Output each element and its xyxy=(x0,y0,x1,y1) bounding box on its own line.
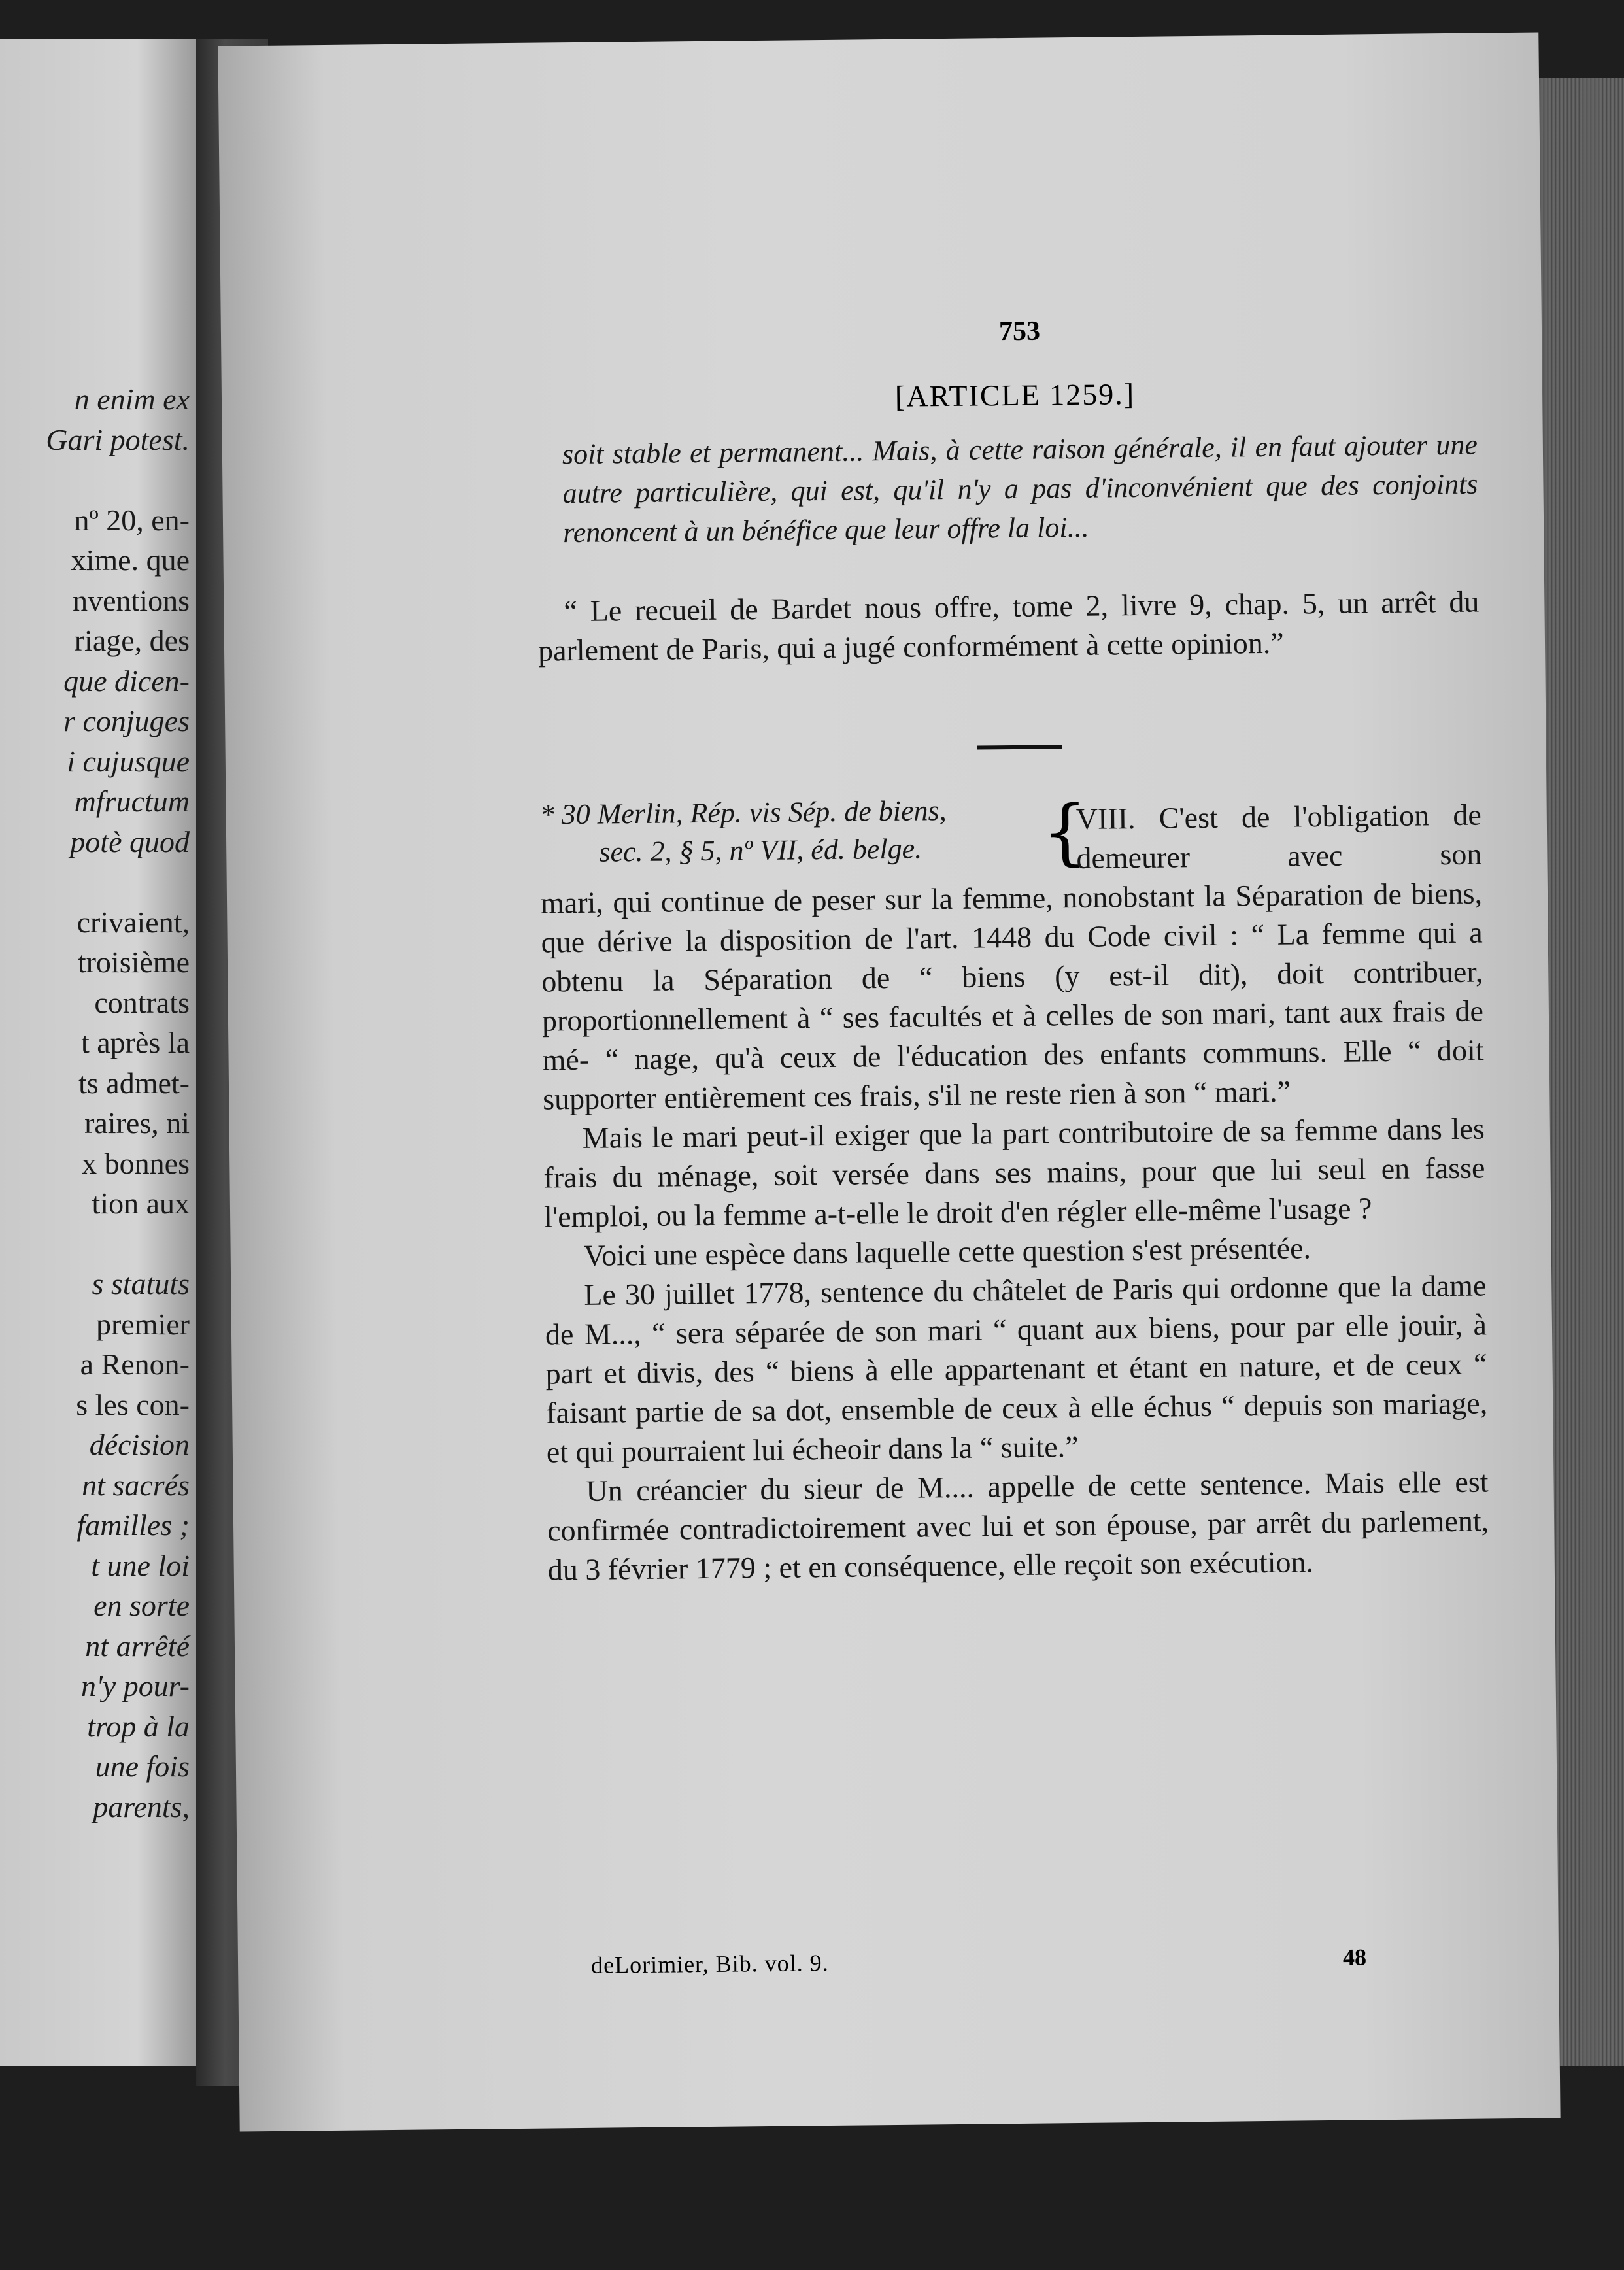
left-page-line: s statuts xyxy=(92,1267,190,1300)
left-page-line: en sorte xyxy=(93,1589,190,1622)
quote-end-paragraph xyxy=(537,583,1480,671)
left-page-line: mfructum xyxy=(74,785,190,818)
body-paragraph: Un créancier du sieur de M.... appelle de cette sentence. Mais elle est confirmée contradictoirement avec lui et son épouse, par arrêt du parlement, du 3 février 1779 ; et en conséquence, elle reçoit son exécution. xyxy=(547,1465,1489,1587)
section-viii-start: VIII. C'est de l'obligation de demeurer avec son xyxy=(1075,798,1482,875)
left-page-line: n enim ex xyxy=(74,382,190,416)
left-page-line: que dicen- xyxy=(63,664,190,698)
quote-text: soit stable et permanent... Mais, à cette raison générale, il en faut ajouter une autre particulière, qui est, qu'il n'y a pas d'inconvénient que des conjoints renoncent à un bénéfice que leur offre la loi... xyxy=(562,428,1478,549)
section-rule xyxy=(977,745,1062,749)
left-page-line: crivaient, xyxy=(76,905,190,939)
left-page-line: décision xyxy=(89,1428,190,1461)
left-page-line xyxy=(0,460,190,500)
right-page xyxy=(218,33,1560,2132)
quote-block xyxy=(562,426,1479,553)
left-page-line: troisième xyxy=(77,945,190,979)
footer-source: deLorimier, Bib. vol. 9. xyxy=(590,1950,829,1978)
footer-signature: 48 xyxy=(1342,1944,1367,1971)
left-page-line: n'y pour- xyxy=(80,1669,190,1702)
left-page-line: trop à la xyxy=(87,1709,190,1743)
left-page-line: t une loi xyxy=(91,1548,190,1582)
left-page-line: tion aux xyxy=(92,1187,190,1220)
article-heading: [ARTICLE 1259.] xyxy=(894,377,1136,413)
left-page-line: raires, ni xyxy=(84,1106,190,1140)
left-page-line: nº 20, en- xyxy=(74,503,190,537)
left-page-line: nventions xyxy=(73,583,190,617)
marginal-reference xyxy=(539,790,1089,872)
left-page-line: contrats xyxy=(94,985,190,1019)
left-page-line xyxy=(0,1224,190,1264)
left-page-line: a Renon- xyxy=(80,1347,190,1381)
left-page-line: potè quod xyxy=(70,824,190,858)
quote-end-text: “ Le recueil de Bardet nous offre, tome 2, livre 9, chap. 5, un arrêt du parlement de Paris, qui a jugé conformément à cette opinion.” xyxy=(537,584,1480,668)
marginal-ref-line2: sec. 2, § 5, nº VII, éd. belge. xyxy=(599,832,922,868)
left-page-line: nt arrêté xyxy=(85,1629,190,1663)
left-page-line: s les con- xyxy=(76,1387,190,1421)
body-paragraph: Voici une espèce dans laquelle cette question s'est présentée. xyxy=(583,1231,1311,1272)
main-text xyxy=(541,873,1489,1589)
left-page-line: nt sacrés xyxy=(82,1468,190,1502)
left-page-line: i cujusque xyxy=(67,744,190,778)
left-page-line: Gari potest. xyxy=(46,422,190,456)
left-page-line: xime. que xyxy=(71,543,190,577)
brace-icon: { xyxy=(1041,789,1089,874)
left-page-line: parents, xyxy=(93,1789,190,1823)
body-paragraph: Le 30 juillet 1778, sentence du châtelet de Paris qui ordonne que la dame de M..., “ sera séparée de son mari “ quant aux biens, pour par elle jouir, à part et divis, des “ biens à elle appartenant et étant en nature, et de ceux “ faisant partie de sa dot, ensemble de ceux à elle échus “ depuis son mariage, et qui pourraient lui écheoir dans la “ suite.” xyxy=(545,1268,1488,1469)
body-paragraph: mari, qui continue de peser sur la femme, nonobstant la Séparation de biens, que dérive la disposition de l'art. 1448 du Code civil : “ La femme qui a obtenu la Séparation de “ biens (y est-il dit), doit contribuer, proportionnellement à “ ses facultés et à celles de son mari, tant aux frais de mé- “ nage, qu'à ceux de l'éducation des enfants communs. Elle “ doit supporter entièrement ces frais, s'il ne reste rien à son “ mari.” xyxy=(540,876,1484,1116)
left-page-line: familles ; xyxy=(76,1508,190,1542)
body-paragraph: Mais le mari peut-il exiger que la part contributoire de sa femme dans les frais du ménage, soit versée dans ses mains, pour que lui seul en fasse l'emploi, ou la femme a-t-elle le droit d'en régler elle-même l'usage ? xyxy=(543,1111,1485,1234)
left-page-line: une fois xyxy=(95,1750,190,1783)
left-page xyxy=(0,39,196,2066)
page-number: 753 xyxy=(998,316,1041,347)
left-page-line: ts admet- xyxy=(78,1066,190,1100)
left-page-line xyxy=(0,862,190,902)
left-page-line: premier xyxy=(95,1307,190,1341)
left-page-line: t après la xyxy=(80,1026,190,1059)
left-page-line: r conjuges xyxy=(63,704,190,737)
left-page-line: x bonnes xyxy=(82,1146,190,1180)
left-page-line: riage, des xyxy=(74,624,190,657)
marginal-ref-line1: * 30 Merlin, Rép. vis Sép. de biens, xyxy=(539,794,947,831)
left-page-text xyxy=(0,379,190,1827)
